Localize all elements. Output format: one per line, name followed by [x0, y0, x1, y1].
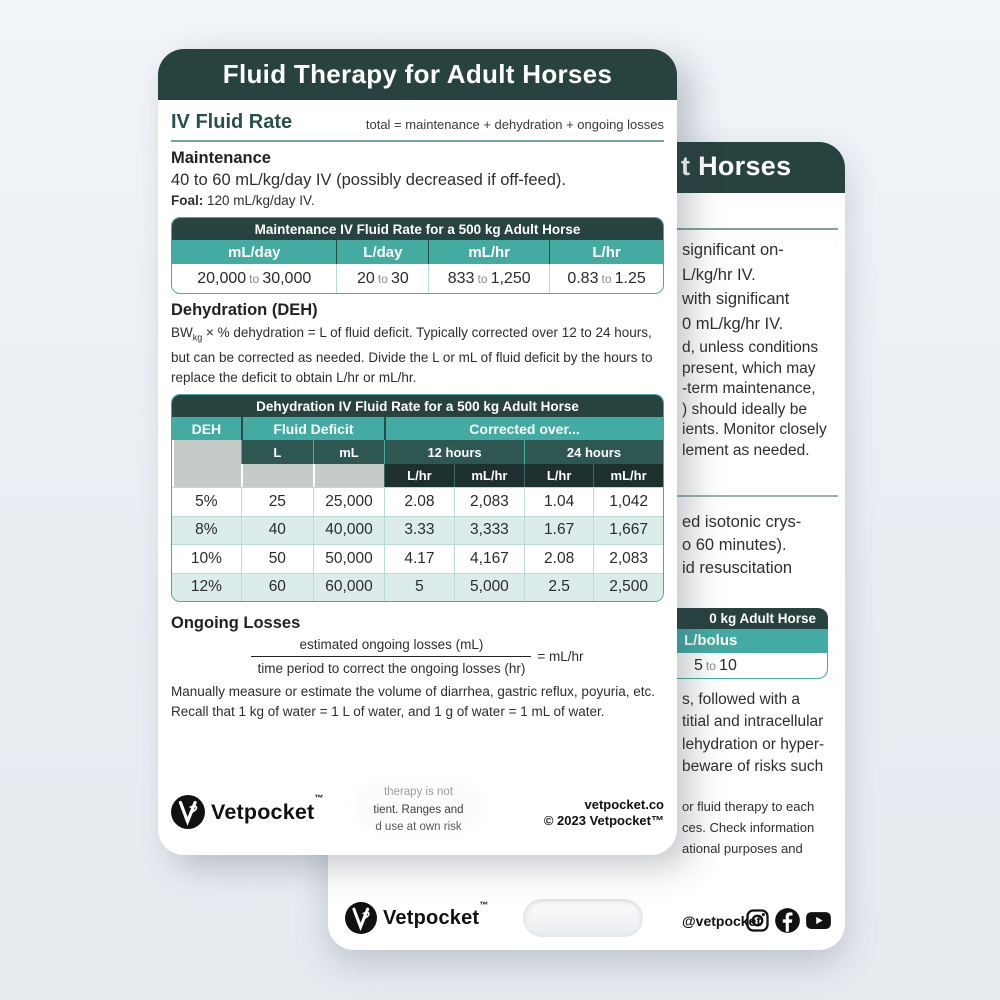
column-header: L/day: [336, 240, 428, 264]
unit-header: mL/hr: [593, 464, 663, 487]
vetpocket-brand: [171, 792, 324, 829]
front-card-header: [158, 49, 677, 100]
copyright: © 2023 Vetpocket™: [543, 813, 664, 828]
back-card-footer: [328, 894, 845, 944]
vetpocket-logo-icon: [345, 902, 377, 934]
social-icons: [745, 907, 832, 934]
text-line: d, unless conditions: [682, 339, 819, 356]
badge-slot-punch: [523, 899, 643, 937]
disclaimer-text: [346, 784, 491, 837]
back-paragraph-3: [682, 511, 801, 580]
vetpocket-brand: [345, 899, 489, 934]
table-cell: 0.83 to 1.25: [549, 264, 663, 293]
section-head: [171, 111, 664, 142]
text-line: 0 mL/kg/hr IV.: [682, 314, 784, 333]
formula-result: = mL/hr: [537, 649, 584, 665]
text-line: ces. Check information: [682, 820, 815, 835]
front-card-body: [158, 100, 677, 721]
text-line: with significant: [682, 290, 790, 308]
text-line: ) should ideally be: [682, 400, 807, 418]
website: vetpocket.co: [584, 797, 664, 812]
maintenance-rate: 40 to 60 mL/kg/day IV (possibly decreased if off-feed).: [171, 171, 566, 189]
text-line: d use at own risk: [375, 821, 462, 833]
foal-text: 120 mL/kg/day IV.: [203, 193, 315, 208]
text-line: ients. Monitor closely: [682, 421, 827, 439]
back-paragraph-1: [682, 238, 789, 336]
text-line: therapy is not: [383, 786, 454, 798]
bolus-table-header: L/bolus: [328, 629, 828, 653]
text-line: s, followed with a: [682, 691, 801, 708]
instagram-icon: [745, 908, 770, 933]
unit-header: L/hr: [524, 464, 593, 487]
vetpocket-logo-icon: [171, 795, 205, 829]
ongoing-losses-formula: [171, 637, 664, 676]
front-card-footer: [158, 786, 677, 847]
filler-cell: [313, 464, 384, 487]
table-row: 12% 60 60,000 5 5,000 2.5 2,500: [172, 573, 663, 602]
bw-subscript: kg: [192, 332, 203, 343]
sub-header: L: [241, 440, 313, 464]
sub-header: 12 hours: [384, 440, 524, 464]
foal-note: [171, 193, 664, 208]
table-title: Maintenance IV Fluid Rate for a 500 kg Adult Horse: [172, 218, 663, 240]
text-line: -term maintenance,: [682, 380, 816, 398]
youtube-icon: [805, 907, 832, 934]
section-formula: total = maintenance + dehydration + ongoing losses: [365, 117, 664, 132]
maintenance-table: [171, 217, 664, 294]
back-paragraph-5: [682, 796, 814, 859]
to-word: to: [705, 659, 717, 673]
text-line: beware of risks such: [682, 758, 824, 776]
unit-header: L/hr: [384, 464, 454, 487]
brand-name: Vetpocket™: [383, 899, 489, 929]
brand-name: Vetpocket™: [211, 792, 324, 824]
table-cell: 20 to 30: [336, 264, 428, 293]
text-line: L/kg/hr IV.: [682, 265, 756, 284]
front-card-title: Fluid Therapy for Adult Horses: [222, 59, 613, 89]
table-row: 5% 25 25,000 2.08 2,083 1.04 1,042: [172, 487, 663, 516]
facebook-icon: [774, 907, 801, 934]
sub-header: mL: [313, 440, 384, 464]
text-line: ational purposes and: [682, 841, 803, 856]
column-header: DEH: [172, 417, 241, 440]
bolus-table-title: 0 kg Adult Horse: [328, 608, 828, 629]
table-title: Dehydration IV Fluid Rate for a 500 kg Adult Horse: [172, 395, 663, 417]
formula-denominator: time period to correct the ongoing losses (hr): [251, 656, 531, 676]
sub-header: 24 hours: [524, 440, 663, 464]
ongoing-losses-paragraph: Manually measure or estimate the volume of diarrhea, gastric reflux, poyuria, etc. Recall that 1 kg of water = 1 L of water, and 1 g of water = 1 mL of water.: [171, 684, 655, 719]
dehydration-paragraph: $BW_{kg}$ × % dehydration = L of fluid deficit. Typically corrected over 12 to 24 hours, but can be corrected as needed. Divide the L or mL of fluid deficit by the hours to replace the deficit to obtain L/hr or mL/hr.: [171, 325, 653, 385]
text-line: tient. Ranges and: [373, 803, 464, 816]
formula-numerator: estimated ongoing losses (mL): [299, 637, 484, 653]
back-paragraph-4: [682, 689, 824, 779]
social-handle: @vetpocket: [682, 913, 762, 929]
text-line: ed isotonic crys-: [682, 513, 802, 531]
unit-header: mL/hr: [454, 464, 524, 487]
text-line: present, which may: [682, 359, 816, 377]
value: 10: [719, 657, 737, 674]
column-header: Fluid Deficit: [241, 417, 384, 440]
text-line: o 60 minutes).: [682, 536, 787, 554]
text-line: lehydration or hyper-: [682, 735, 825, 753]
dehydration-table: [171, 394, 664, 602]
dehydration-heading: Dehydration (DEH): [171, 301, 318, 319]
table-cell: 833 to 1,250: [428, 264, 549, 293]
filler-cell: [241, 464, 313, 487]
text-line: or fluid therapy to each: [682, 799, 815, 814]
text-line: lement as needed.: [682, 441, 810, 459]
back-paragraph-2: [682, 338, 827, 462]
foal-label: Foal:: [171, 193, 204, 208]
table-row: 8% 40 40,000 3.33 3,333 1.67 1,667: [172, 516, 663, 545]
value: 5: [694, 657, 703, 674]
column-header: L/hr: [549, 240, 663, 264]
text-line: titial and intracellular: [682, 713, 824, 731]
table-row: 10% 50 50,000 4.17 4,167 2.08 2,083: [172, 544, 663, 573]
section-heading: IV Fluid Rate: [171, 111, 293, 133]
column-header: Corrected over...: [384, 417, 663, 440]
table-cell: 20,000 to 30,000: [197, 269, 312, 287]
text-line: significant on-: [682, 241, 784, 259]
filler-cell: [172, 464, 241, 487]
front-card: [158, 49, 677, 855]
column-header: mL/day: [172, 240, 336, 264]
footer-right: [544, 797, 664, 829]
text-line: id resuscitation: [682, 559, 793, 577]
column-header: mL/hr: [428, 240, 549, 264]
ongoing-losses-heading: Ongoing Losses: [171, 614, 301, 633]
back-card-title: t Horses: [681, 151, 792, 181]
maintenance-heading: Maintenance: [171, 149, 271, 167]
filler-cell: [172, 440, 241, 464]
